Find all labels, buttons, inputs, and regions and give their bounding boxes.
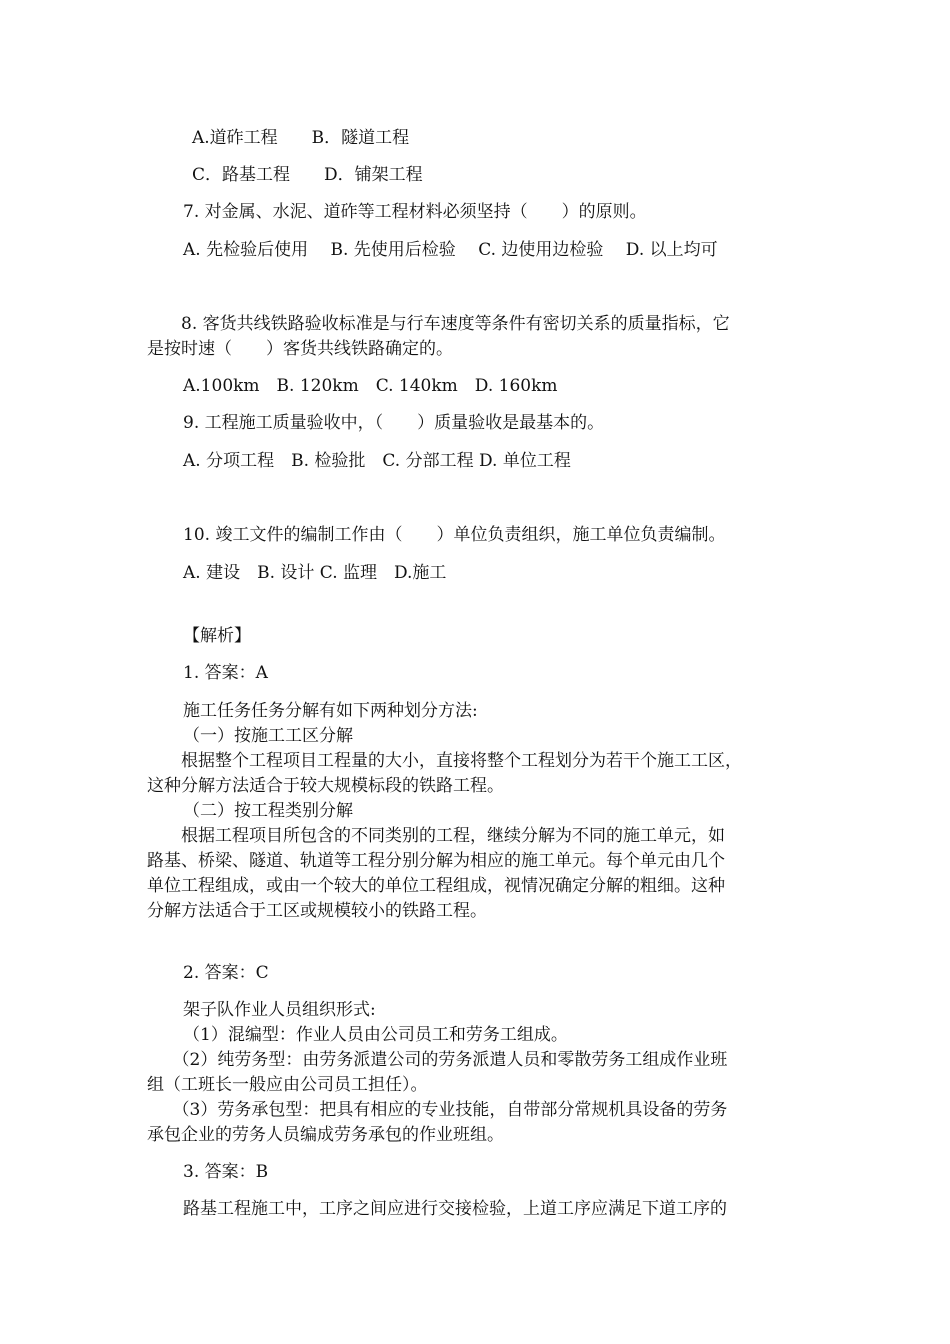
question-8-line-1: 8. 客货共线铁路验收标准是与行车速度等条件有密切关系的质量指标，它 (147, 314, 730, 334)
q9-options: A. 分项工程 B. 检验批 C. 分部工程 D. 单位工程 (183, 451, 571, 471)
answer-1-method-1-line-1: 根据整个工程项目工程量的大小，直接将整个工程划分为若干个施工工区， (147, 751, 742, 771)
answer-1-method-1-title: （一）按施工工区分解 (183, 726, 353, 746)
q6-options-line-2: C．路基工程 D．铺架工程 (192, 165, 423, 185)
answer-1-method-2-title: （二）按工程类别分解 (183, 801, 353, 821)
analysis-heading: 【解析】 (183, 626, 251, 646)
answer-2-point-1: （1）混编型：作业人员由公司员工和劳务工组成。 (183, 1025, 568, 1045)
answer-1-method-2-line-1: 根据工程项目所包含的不同类别的工程，继续分解为不同的施工单元，如 (147, 826, 725, 846)
answer-3: 3. 答案：B (183, 1162, 269, 1182)
q10-options: A. 建设 B. 设计 C. 监理 D.施工 (183, 563, 447, 583)
q8-options: A.100km B. 120km C. 140km D. 160km (183, 376, 558, 396)
question-10: 10. 竣工文件的编制工作由（ ）单位负责组织，施工单位负责编制。 (183, 525, 726, 545)
answer-1-method-2-line-4: 分解方法适合于工区或规模较小的铁路工程。 (147, 901, 487, 921)
q6-options-line-1: A.道砟工程 B．隧道工程 (192, 128, 410, 148)
answer-1-method-2-line-3: 单位工程组成，或由一个较大的单位工程组成，视情况确定分解的粗细。这种 (147, 876, 725, 896)
answer-2-point-3-line-1: （3）劳务承包型：把具有相应的专业技能，自带部分常规机具设备的劳务 (147, 1100, 728, 1120)
q7-options: A. 先检验后使用 B. 先使用后检验 C. 边使用边检验 D. 以上均可 (183, 240, 718, 260)
answer-1: 1. 答案：A (183, 663, 268, 683)
answer-2-point-2-line-2: 组（工班长一般应由公司员工担任）。 (147, 1075, 428, 1095)
question-8-line-2: 是按时速（ ）客货共线铁路确定的。 (147, 339, 453, 359)
answer-1-method-2-line-2: 路基、桥梁、隧道、轨道等工程分别分解为相应的施工单元。每个单元由几个 (147, 851, 725, 871)
question-9: 9. 工程施工质量验收中，（ ）质量验收是最基本的。 (183, 413, 605, 433)
answer-2-intro: 架子队作业人员组织形式: (183, 1000, 376, 1020)
answer-2: 2. 答案：C (183, 963, 269, 983)
answer-1-method-1-line-2: 这种分解方法适合于较大规模标段的铁路工程。 (147, 776, 504, 796)
answer-2-point-3-line-2: 承包企业的劳务人员编成劳务承包的作业班组。 (147, 1125, 504, 1145)
answer-1-intro: 施工任务任务分解有如下两种划分方法: (183, 701, 478, 721)
question-7: 7. 对金属、水泥、道砟等工程材料必须坚持（ ）的原则。 (183, 202, 647, 222)
answer-3-line-1: 路基工程施工中，工序之间应进行交接检验，上道工序应满足下道工序的 (183, 1199, 727, 1219)
answer-2-point-2-line-1: （2）纯劳务型：由劳务派遣公司的劳务派遣人员和零散劳务工组成作业班 (147, 1050, 728, 1070)
